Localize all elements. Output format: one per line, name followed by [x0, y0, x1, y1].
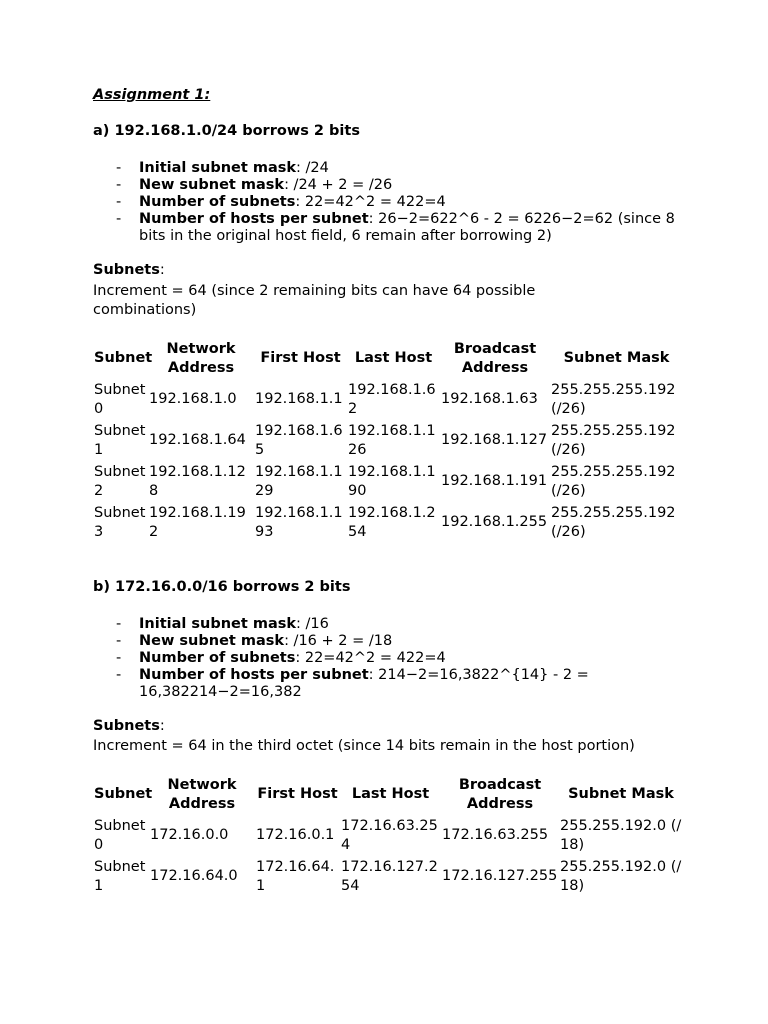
bullet-text: : 214−2=16,3822^{14} - 2 = 16,382214−2=16,382: [139, 667, 589, 700]
section-a-heading: a) 192.168.1.0/24 borrows 2 bits: [93, 123, 360, 139]
table-cell: 172.16.64.1: [256, 858, 335, 894]
increment-text-b: Increment = 64 in the third octet (since 14 bits remain in the host portion): [93, 738, 635, 754]
table-cell: Subnet 0: [94, 381, 146, 417]
table-cell: 192.168.1.129: [255, 463, 343, 499]
table-row: [93, 815, 683, 856]
bullet-text: : /16: [296, 616, 329, 632]
column-header: Broadcast Address: [458, 776, 542, 812]
bullet-label: Number of hosts per subnet: [139, 211, 369, 227]
table-cell: 172.16.127.255: [442, 868, 558, 884]
table-cell: 192.168.1.191: [441, 473, 548, 489]
table-cell: 192.168.1.255: [441, 514, 548, 530]
bullet-label: New subnet mask: [139, 633, 285, 649]
table-cell: 192.168.1.126: [348, 422, 436, 458]
column-header: Last Host: [351, 786, 430, 802]
table-header-row: [93, 338, 683, 379]
table-cell: Subnet 2: [94, 463, 146, 499]
table-cell: 192.168.1.64: [149, 432, 246, 448]
table-cell: 192.168.1.128: [149, 463, 246, 499]
table-cell: 172.16.63.255: [442, 827, 549, 843]
column-header: Network Address: [167, 776, 237, 812]
table-cell: 172.16.0.0: [150, 827, 229, 843]
section-b-bullet: - Number of hosts per subnet: 214−2=16,3822^{14} - 2 = 16,382214−2=16,382: [116, 667, 589, 700]
bullet-label: Number of subnets: [139, 194, 296, 210]
column-header: Subnet: [94, 350, 153, 366]
section-b-bullet: - Initial subnet mask: /16: [116, 616, 329, 632]
table-cell: 172.16.64.0: [150, 868, 238, 884]
bullet-label: Initial subnet mask: [139, 616, 297, 632]
table-cell: 192.168.1.254: [348, 504, 436, 540]
table-cell: Subnet 3: [94, 504, 146, 540]
bullet-label: New subnet mask: [139, 177, 285, 193]
increment-text-a: Increment = 64 (since 2 remaining bits can have 64 possible combinations): [93, 283, 536, 318]
table-cell: 255.255.255.192 (/26): [551, 463, 676, 499]
column-header: Broadcast Address: [453, 340, 537, 376]
subnets-label-b: Subnets:: [93, 718, 165, 734]
section-a-bullet: - Initial subnet mask: /24: [116, 160, 329, 176]
subnets-label-a: Subnets:: [93, 262, 165, 278]
document-title: Assignment 1:: [93, 87, 211, 103]
table-cell: 255.255.255.192 (/26): [551, 381, 676, 417]
table-row: [93, 420, 683, 461]
table-cell: Subnet 0: [94, 817, 146, 853]
bullet-label: Number of hosts per subnet: [139, 667, 369, 683]
table-cell: 192.168.1.192: [149, 504, 246, 540]
subnet-table-a: [93, 338, 683, 543]
section-b-bullet: - Number of subnets: 22=42^2 = 422=4: [116, 650, 446, 666]
bullet-text: : /24 + 2 = /26: [284, 177, 393, 193]
table-row: [93, 461, 683, 502]
table-row: [93, 856, 683, 897]
table-row: [93, 379, 683, 420]
bullet-text: : /24: [296, 160, 329, 176]
table-cell: 192.168.1.193: [255, 504, 343, 540]
table-cell: 192.168.1.62: [348, 381, 436, 417]
bullet-text: : 26−2=622^6 - 2 = 6226−2=62 (since 8 bits in the original host field, 6 remain after borrowing 2): [139, 211, 675, 244]
table-cell: 255.255.192.0 (/18): [560, 858, 682, 894]
bullet-label: Initial subnet mask: [139, 160, 297, 176]
bullet-text: : 22=42^2 = 422=4: [295, 194, 446, 210]
table-row: [93, 502, 683, 543]
table-cell: 192.168.1.127: [441, 432, 548, 448]
section-b-bullet: - New subnet mask: /16 + 2 = /18: [116, 633, 393, 649]
column-header: Subnet Mask: [563, 350, 670, 366]
table-cell: 192.168.1.1: [255, 391, 343, 407]
table-cell: 255.255.192.0 (/18): [560, 817, 682, 853]
section-b-heading: b) 172.16.0.0/16 borrows 2 bits: [93, 579, 351, 595]
table-cell: 255.255.255.192 (/26): [551, 422, 676, 458]
section-a-bullet: - Number of hosts per subnet: 26−2=622^6 - 2 = 6226−2=62 (since 8 bits in the original host field, 6 remain after borrowing 2): [116, 211, 675, 244]
column-header: First Host: [257, 786, 338, 802]
table-cell: 172.16.0.1: [256, 827, 335, 843]
table-cell: Subnet 1: [94, 422, 146, 458]
section-a-bullet: - New subnet mask: /24 + 2 = /26: [116, 177, 393, 193]
table-cell: 192.168.1.0: [149, 391, 237, 407]
bullet-text: : /16 + 2 = /18: [284, 633, 393, 649]
column-header: Subnet: [94, 786, 153, 802]
subnet-table-b: [93, 774, 683, 897]
section-a-bullet: - Number of subnets: 22=42^2 = 422=4: [116, 194, 446, 210]
column-header: Subnet Mask: [568, 786, 674, 802]
table-cell: 172.16.63.254: [341, 817, 438, 853]
table-cell: 172.16.127.254: [341, 858, 438, 894]
table-cell: 192.168.1.63: [441, 391, 538, 407]
column-header: First Host: [260, 350, 341, 366]
table-cell: Subnet 1: [94, 858, 146, 894]
table-cell: 192.168.1.190: [348, 463, 436, 499]
table-cell: 192.168.1.65: [255, 422, 343, 458]
bullet-text: : 22=42^2 = 422=4: [295, 650, 446, 666]
column-header: Last Host: [354, 350, 433, 366]
column-header: Network Address: [166, 340, 236, 376]
bullet-label: Number of subnets: [139, 650, 296, 666]
table-header-row: [93, 774, 683, 815]
table-cell: 255.255.255.192 (/26): [551, 504, 676, 540]
